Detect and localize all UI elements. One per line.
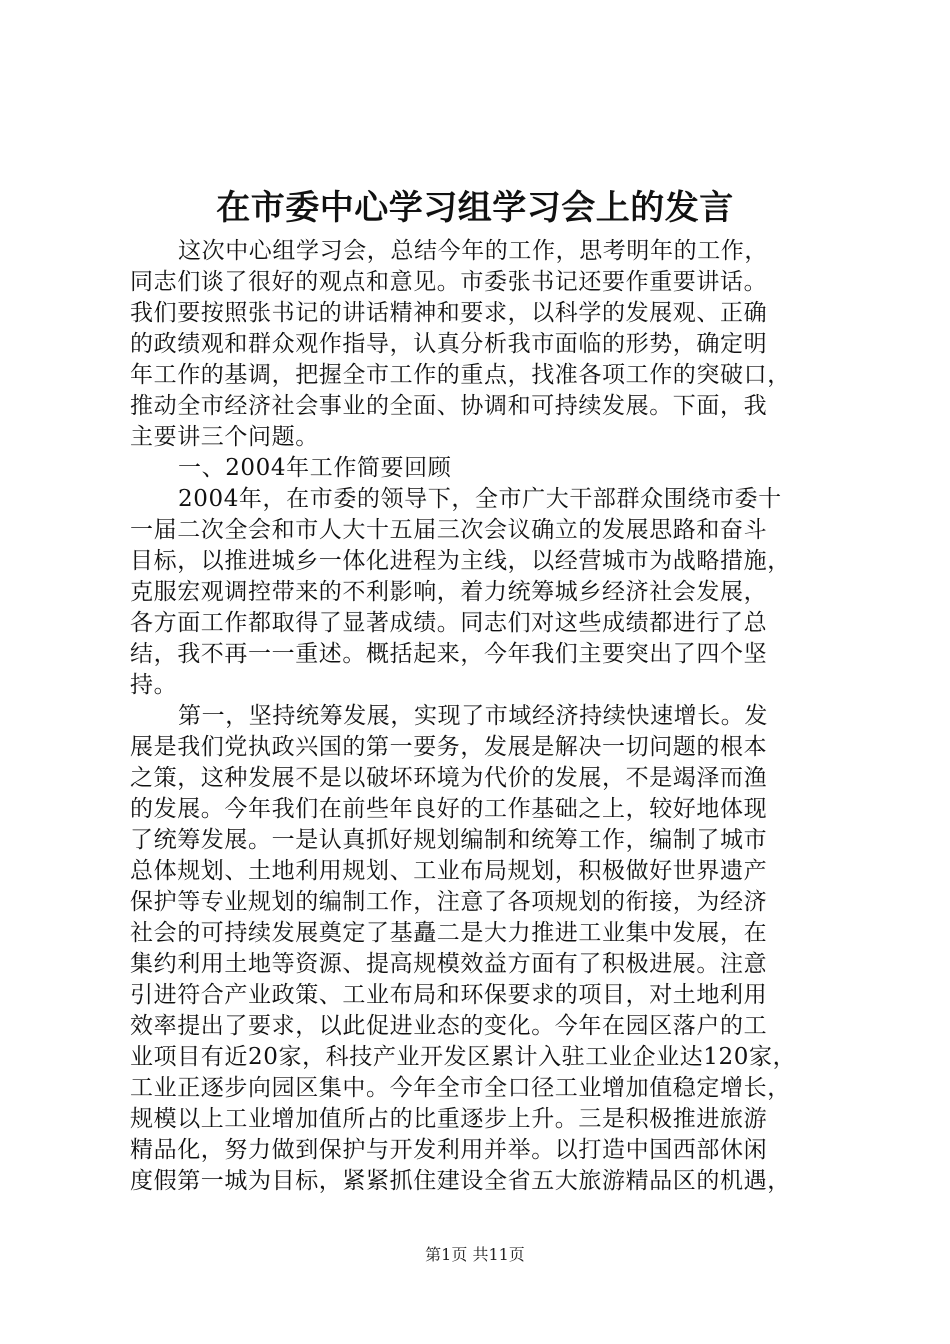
- text-line: 的发展。今年我们在前些年良好的工作基础之上，较好地体现: [130, 796, 768, 822]
- text-line: 2004年，在市委的领导下，全市广大干部群众围绕市委十: [178, 486, 782, 512]
- text-line: 的政绩观和群众观作指导，认真分析我市面临的形势，确定明: [130, 331, 768, 357]
- text-line: 推动全市经济社会事业的全面、协调和可持续发展。下面，我: [130, 393, 768, 419]
- text-line: 引进符合产业政策、工业布局和环保要求的项目，对土地利用: [130, 982, 768, 1008]
- text-line: 度假第一城为目标，紧紧抓住建设全省五大旅游精品区的机遇，: [130, 1168, 791, 1194]
- text-line: 展是我们党执政兴国的第一要务，发展是解决一切问题的根本: [130, 734, 768, 760]
- text-line: 一届二次全会和市人大十五届三次会议确立的发展思路和奋斗: [130, 517, 768, 543]
- text-line: 业项目有近20家，科技产业开发区累计入驻工业企业达120家，: [130, 1044, 797, 1070]
- text-line: 精品化，努力做到保护与开发利用并举。以打造中国西部休闲: [130, 1137, 768, 1163]
- text-line: 规模以上工业增加值所占的比重逐步上升。三是积极推进旅游: [130, 1106, 768, 1132]
- text-line: 第一，坚持统筹发展，实现了市域经济持续快速增长。发: [178, 703, 768, 729]
- text-line: 这次中心组学习会，总结今年的工作，思考明年的工作，: [178, 238, 768, 264]
- text-line: 结，我不再一一重述。概括起来，今年我们主要突出了四个坚: [130, 641, 768, 667]
- text-line: 社会的可持续发展奠定了基矗二是大力推进工业集中发展，在: [130, 920, 768, 946]
- text-line: 效率提出了要求，以此促进业态的变化。今年在园区落户的工: [130, 1013, 768, 1039]
- text-line: 集约利用土地等资源、提高规模效益方面有了积极进展。注意: [130, 951, 768, 977]
- text-line: 克服宏观调控带来的不利影响，着力统筹城乡经济社会发展，: [130, 579, 768, 605]
- text-line: 保护等专业规划的编制工作，注意了各项规划的衔接，为经济: [130, 889, 768, 915]
- document-body: [130, 236, 826, 1197]
- document-title: 在市委中心学习组学习会上的发言: [216, 188, 734, 228]
- text-line: 我们要按照张书记的讲话精神和要求，以科学的发展观、正确: [130, 300, 768, 326]
- text-line: 同志们谈了很好的观点和意见。市委张书记还要作重要讲话。: [130, 269, 768, 295]
- text-line: 年工作的基调，把握全市工作的重点，找准各项工作的突破口，: [130, 362, 791, 388]
- text-line: 各方面工作都取得了显著成绩。同志们对这些成绩都进行了总: [130, 610, 768, 636]
- text-line: 总体规划、土地利用规划、工业布局规划，积极做好世界遗产: [130, 858, 768, 884]
- text-line: 工业正逐步向园区集中。今年全市全口径工业增加值稳定增长，: [130, 1075, 791, 1101]
- text-line: 持。: [130, 672, 178, 698]
- text-line: 之策，这种发展不是以破坏环境为代价的发展，不是竭泽而渔: [130, 765, 768, 791]
- text-line: 主要讲三个问题。: [130, 424, 319, 450]
- text-line: 了统筹发展。一是认真抓好规划编制和统筹工作，编制了城市: [130, 827, 768, 853]
- page-footer: 第1页 共11页: [425, 1245, 525, 1264]
- text-line: 目标，以推进城乡一体化进程为主线，以经营城市为战略措施，: [130, 548, 791, 574]
- section-heading: 一、2004年工作简要回顾: [178, 455, 452, 481]
